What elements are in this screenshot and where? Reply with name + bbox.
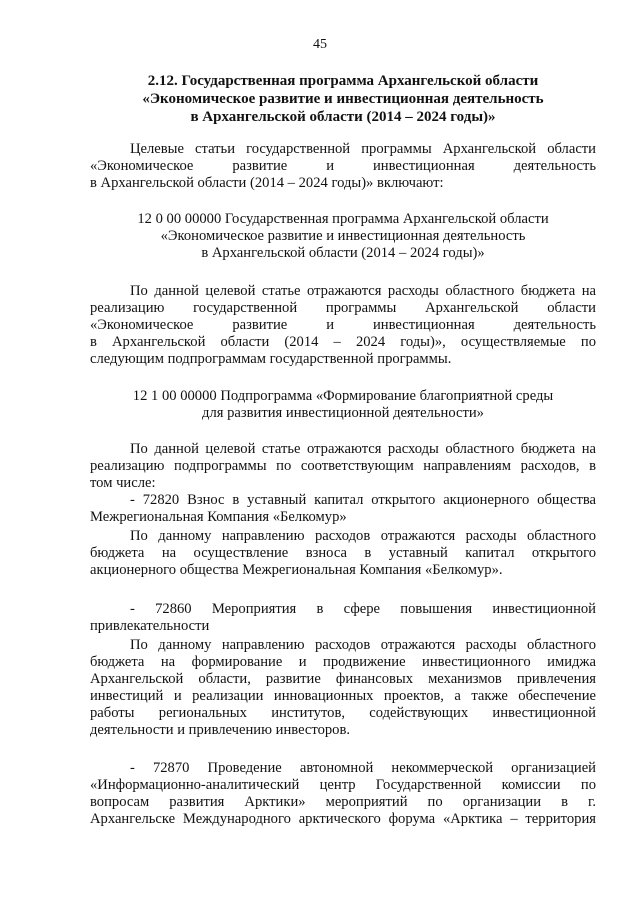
program-description [90, 283, 596, 368]
paragraph-line: «Экономическое развитие и инвестиционная деятельность [90, 317, 596, 333]
list-item-line: - 72860 Мероприятия в сфере повышения инвестиционной [130, 601, 596, 617]
list-item-72870 [90, 760, 596, 828]
item-72860-description [90, 637, 596, 739]
section-title-line: в Архангельской области (2014 – 2024 годы)» [190, 109, 496, 125]
list-item-line: вопросам развития Арктики» мероприятий по организации в г. [90, 794, 596, 810]
paragraph-line: в Архангельской области (2014 – 2024 годы)», осуществляемые по [90, 334, 596, 350]
paragraph-line: По данной целевой статье отражаются расходы областного бюджета на [130, 283, 596, 299]
page-number: 45 [313, 37, 327, 52]
section-title [90, 72, 596, 126]
subprogram-description [90, 441, 596, 492]
paragraph-line: том числе: [90, 475, 156, 491]
item-72820-description [90, 528, 596, 579]
heading-line: 12 0 00 00000 Государственная программа Архангельской области [137, 211, 549, 227]
paragraph-line: бюджета на осуществление взноса в уставный капитал открытого [90, 545, 596, 561]
list-item-72820 [90, 492, 596, 526]
paragraph-line: По данному направлению расходов отражаются расходы областного [130, 637, 596, 653]
paragraph-line: Целевые статьи государственной программы Архангельской области [130, 141, 596, 157]
list-item-line: Архангельске Международного арктического форума «Арктика – территория [90, 811, 596, 827]
paragraph-line: реализацию подпрограммы по соответствующим направлениям расходов, в [90, 458, 596, 474]
heading-line: «Экономическое развитие и инвестиционная деятельность [160, 228, 526, 244]
paragraph-line: По данному направлению расходов отражаются расходы областного [130, 528, 596, 544]
paragraph-line: Архангельской области, развитие финансовых механизмов привлечения [90, 671, 596, 687]
paragraph-line: следующим подпрограммам государственной программы. [90, 351, 452, 367]
paragraph-line: работы региональных институтов, содействующих инвестиционной [90, 705, 596, 721]
list-item-line: Межрегиональная Компания «Белкомур» [90, 509, 347, 525]
paragraph-line: реализацию государственной программы Архангельской области [90, 300, 596, 316]
paragraph-line: бюджета на формирование и продвижение инвестиционного имиджа [90, 654, 596, 670]
paragraph-line: «Экономическое развитие и инвестиционная деятельность [90, 158, 596, 174]
paragraph-line: инвестиций и реализации инновационных проектов, а также обеспечение [90, 688, 596, 704]
heading-line: для развития инвестиционной деятельности» [202, 405, 484, 421]
list-item-72860 [90, 601, 596, 635]
paragraph-line: в Архангельской области (2014 – 2024 годы)» включают: [90, 175, 444, 191]
list-item-line: «Информационно-аналитический центр Государственной комиссии по [90, 777, 596, 793]
list-item-line: - 72820 Взнос в уставный капитал открытого акционерного общества [130, 492, 596, 508]
subprogram-heading [90, 388, 596, 422]
paragraph-line: акционерного общества Межрегиональная Компания «Белкомур». [90, 562, 503, 578]
intro-paragraph [90, 141, 596, 192]
paragraph-line: деятельности и привлечению инвесторов. [90, 722, 351, 738]
list-item-line: - 72870 Проведение автономной некоммерческой организацией [130, 760, 596, 776]
program-heading [90, 211, 596, 262]
paragraph-line: По данной целевой статье отражаются расходы областного бюджета на [130, 441, 596, 457]
heading-line: в Архангельской области (2014 – 2024 годы)» [201, 245, 485, 261]
section-title-line: «Экономическое развитие и инвестиционная деятельность [142, 91, 544, 107]
heading-line: 12 1 00 00000 Подпрограмма «Формирование благоприятной среды [132, 388, 554, 404]
section-title-line: 2.12. Государственная программа Архангельской области [147, 73, 539, 89]
list-item-line: привлекательности [90, 618, 210, 634]
